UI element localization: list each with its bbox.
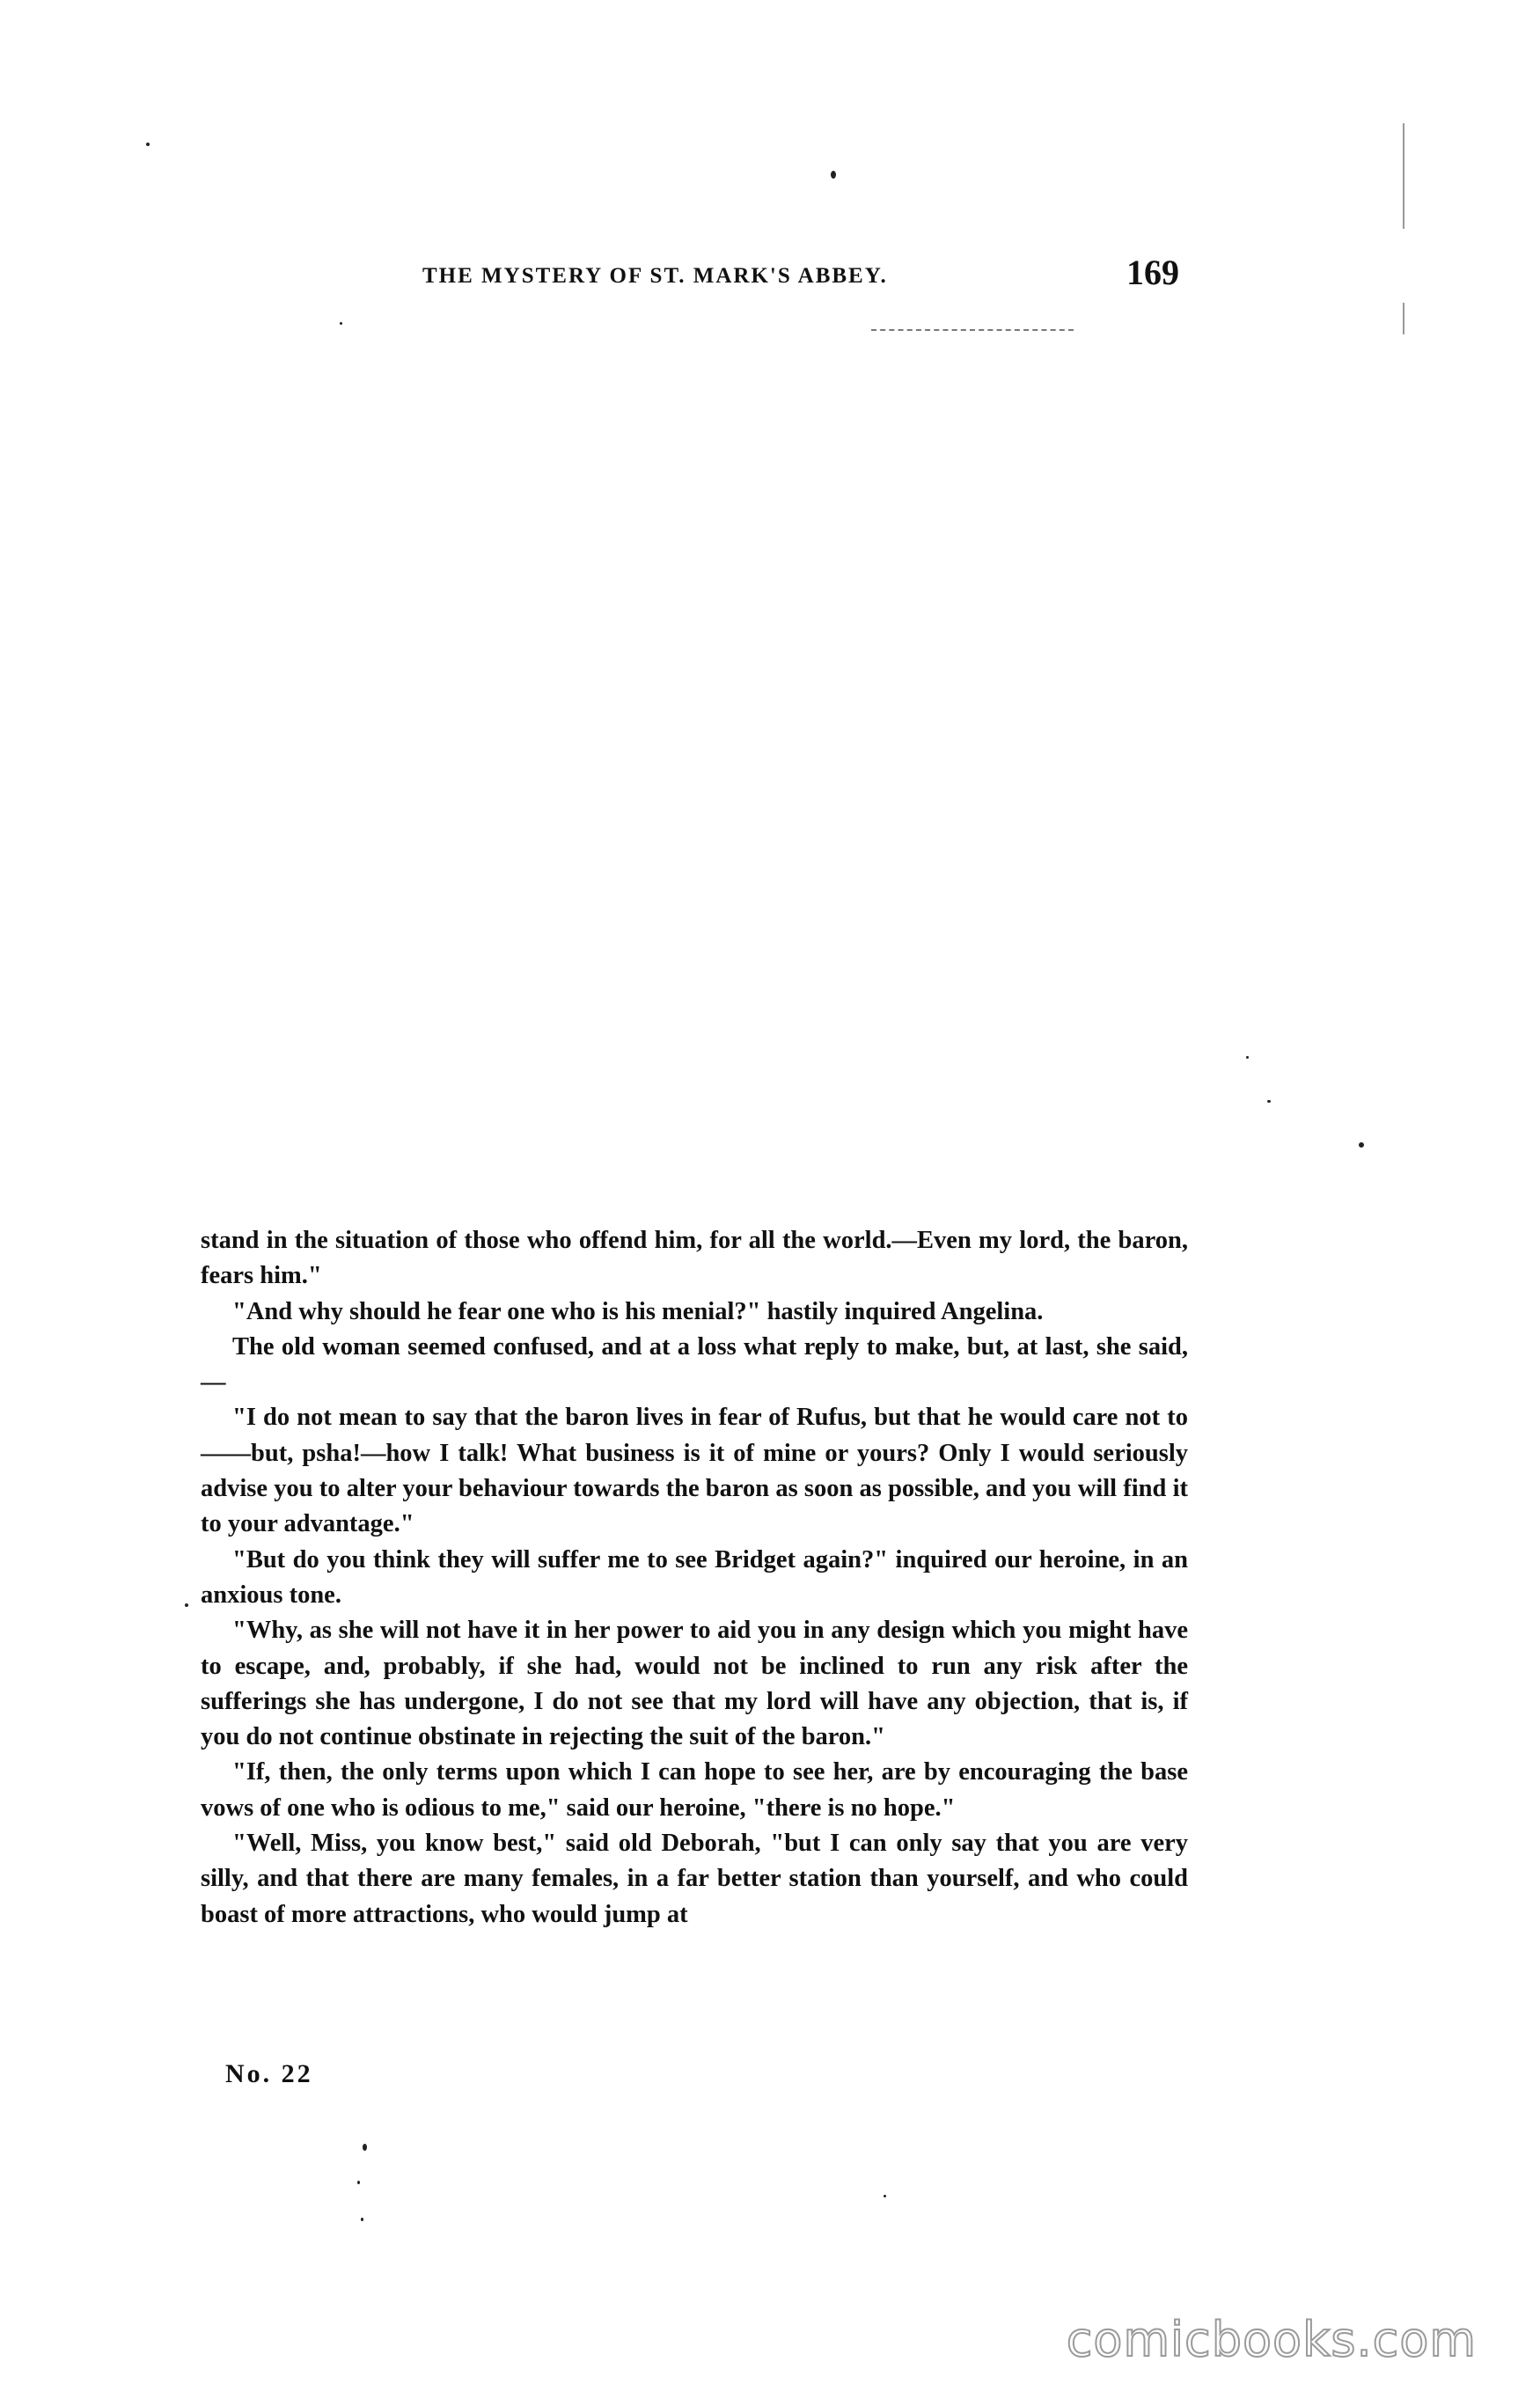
scan-speck <box>357 2181 360 2184</box>
scan-edge-line <box>1403 303 1404 334</box>
scan-speck <box>146 143 150 146</box>
signature-mark: No. 22 <box>225 2059 313 2088</box>
header-rule <box>871 329 1074 331</box>
site-watermark: comicbooks.com <box>1066 2312 1477 2367</box>
scan-speck <box>831 171 836 179</box>
scan-speck <box>1359 1142 1364 1148</box>
paragraph: "And why should he fear one who is his menial?" hastily inquired Angelina. <box>232 1297 1044 1325</box>
paragraph: "I do not mean to say that the baron lives in fear of Rufus, but that he would care not to——but, psha!—how I talk! What business is it of mine or yours? Only I would seriously advise you to alter your behaviour towards the baron as soon as possible, and you will find it to your advantage." <box>201 1404 1188 1538</box>
scan-speck <box>1246 1056 1249 1059</box>
scan-speck <box>1267 1100 1271 1103</box>
body-text <box>201 1223 1188 1933</box>
page-number: 169 <box>1126 253 1179 292</box>
paragraph: "Well, Miss, you know best," said old Deborah, "but I can only say that you are very silly, and that there are many females, in a far better station than yourself, and who could boast of more attractions, who would jump at <box>201 1830 1188 1928</box>
scan-speck <box>361 2218 363 2221</box>
scan-speck <box>884 2195 886 2197</box>
scan-edge-line <box>1403 123 1404 229</box>
scan-speck <box>340 322 342 325</box>
running-title: THE MYSTERY OF ST. MARK'S ABBEY. <box>422 264 888 288</box>
paragraph: "But do you think they will suffer me to see Bridget again?" inquired our heroine, in an anxious tone. <box>201 1545 1188 1609</box>
paragraph: "Why, as she will not have it in her power to aid you in any design which you might have to escape, and, probably, if she had, would not be inclined to run any risk after the sufferings she has undergone, I do not see that my lord will have any objection, that is, if you do not continue obstinate in rejecting the suit of the baron." <box>201 1617 1188 1751</box>
running-head <box>414 252 1179 304</box>
scan-speck <box>363 2144 367 2151</box>
scan-speck <box>185 1603 188 1607</box>
paragraph: "If, then, the only terms upon which I can hope to see her, are by encouraging the base vows of one who is odious to me," said our heroine, "there is no hope." <box>201 1758 1188 1822</box>
paragraph: The old woman seemed confused, and at a loss what reply to make, but, at last, she said,— <box>201 1332 1188 1397</box>
paragraph: stand in the situation of those who offend him, for all the world.—Even my lord, the baron, fears him." <box>201 1227 1188 1290</box>
